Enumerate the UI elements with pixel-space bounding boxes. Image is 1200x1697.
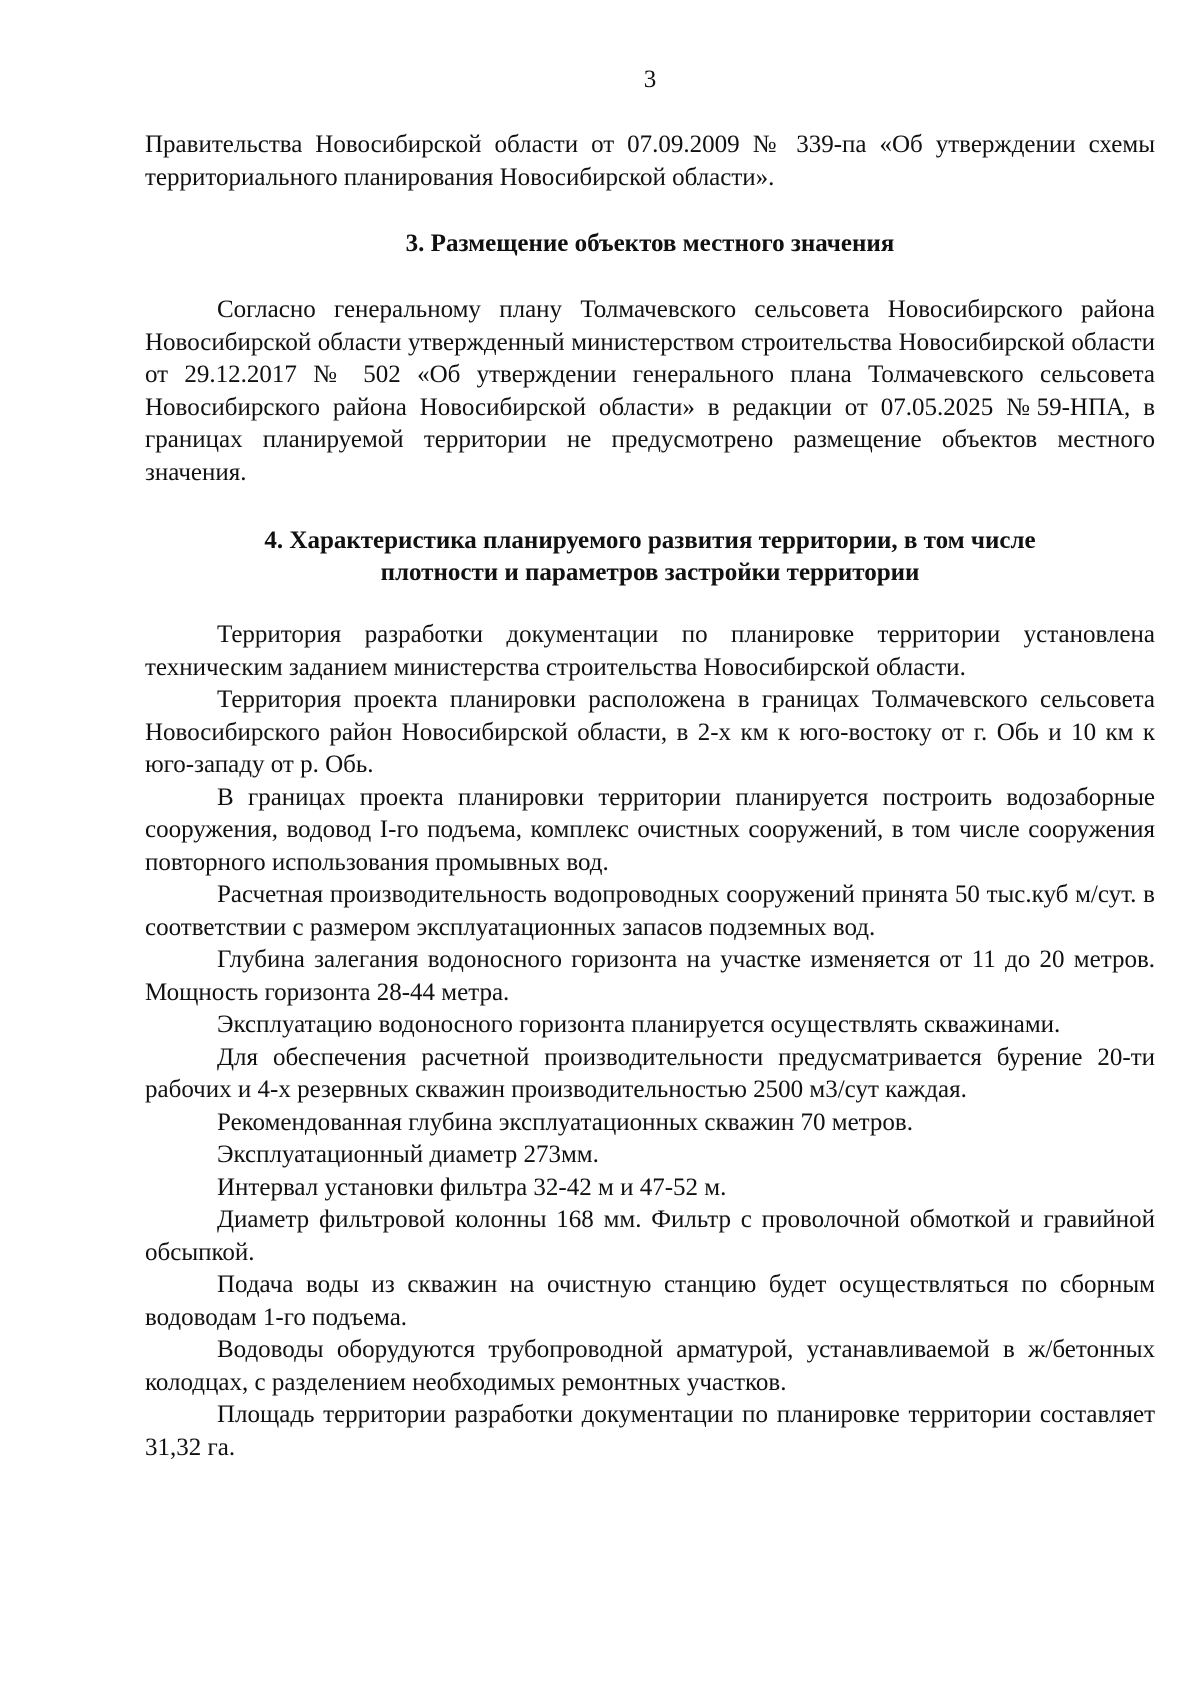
section-4-paragraph: Рекомендованная глубина эксплуатационных скважин 70 метров. [217,1108,913,1136]
section-4-paragraph: Территория проекта планировки расположена в границах Толмачевского сельсовета Новосибирского район Новосибирской области, в 2-х км к юго-востоку от г. Обь и 10 км к юго-западу от р. Обь. [145,686,1155,778]
section-4-paragraph: Для обеспечения расчетной производительности предусматривается бурение 20-ти рабочих и 4-х резервных скважин производительностью 2500 м3/сут каждая. [145,1043,1155,1103]
section-4-heading [145,525,1155,589]
section-4-heading-line-1: 4. Характеристика планируемого развития территории, в том числе [264,527,1036,554]
section-3-heading: 3. Размещение объектов местного значения [405,230,895,257]
section-4-paragraph: Подача воды из скважин на очистную станцию будет осуществляться по сборным водоводам 1-го подъема. [145,1271,1155,1331]
section-4-heading-line-2: плотности и параметров застройки территории [380,559,920,586]
section-4-paragraph: Водоводы оборудуются трубопроводной арматурой, устанавливаемой в ж/бетонных колодцах, с разделением необходимых ремонтных участков. [145,1336,1155,1396]
section-4-paragraph: Диаметр фильтровой колонны 168 мм. Фильтр с проволочной обмоткой и гравийной обсыпкой. [145,1206,1155,1266]
section-4-paragraph: Эксплуатацию водоносного горизонта планируется осуществлять скважинами. [217,1011,1061,1038]
section-4-paragraph: Площадь территории разработки документации по планировке территории составляет 31,32 га. [145,1401,1155,1461]
section-3-paragraph: Согласно генеральному плану Толмачевского сельсовета Новосибирского района Новосибирской области утвержденный министерством строительства Новосибирской области от 29.12.2017 № 502 «Об утверждении генерального плана Толмачевского сельсовета Новосибирского района Новосибирской области» в редакции от 07.05.2025 №59-НПА, в границах планируемой территории не предусмотрено размещение объектов местного значения. [145,296,1155,486]
section-4-paragraph: Глубина залегания водоносного горизонта на участке изменяется от 11 до 20 метров. Мощность горизонта 28-44 метра. [145,946,1155,1006]
section-4-paragraph: Интервал установки фильтра 32-42 м и 47-52 м. [217,1173,727,1201]
page-number: 3 [643,66,657,93]
section-4-paragraph: Расчетная производительность водопроводных сооружений принята 50 тыс.куб м/сут. в соответствии с размером эксплуатационных запасов подземных вод. [145,881,1155,941]
section-4-paragraph: Территория разработки документации по планировке территории установлена техническим заданием министерства строительства Новосибирской области. [145,621,1155,681]
section-4-paragraph: Эксплуатационный диаметр 273мм. [217,1141,599,1168]
document-page [145,64,1155,1464]
section-4-body [145,619,1155,1464]
section-4-paragraph: В границах проекта планировки территории планируется построить водозаборные сооружения, водовод I-го подъема, комплекс очистных сооружений, в том числе сооружения повторного использования промывных вод. [145,783,1155,876]
intro-paragraph: Правительства Новосибирской области от 07.09.2009 № 339-па «Об утверждении схемы территориального планирования Новосибирской области». [145,131,1155,191]
